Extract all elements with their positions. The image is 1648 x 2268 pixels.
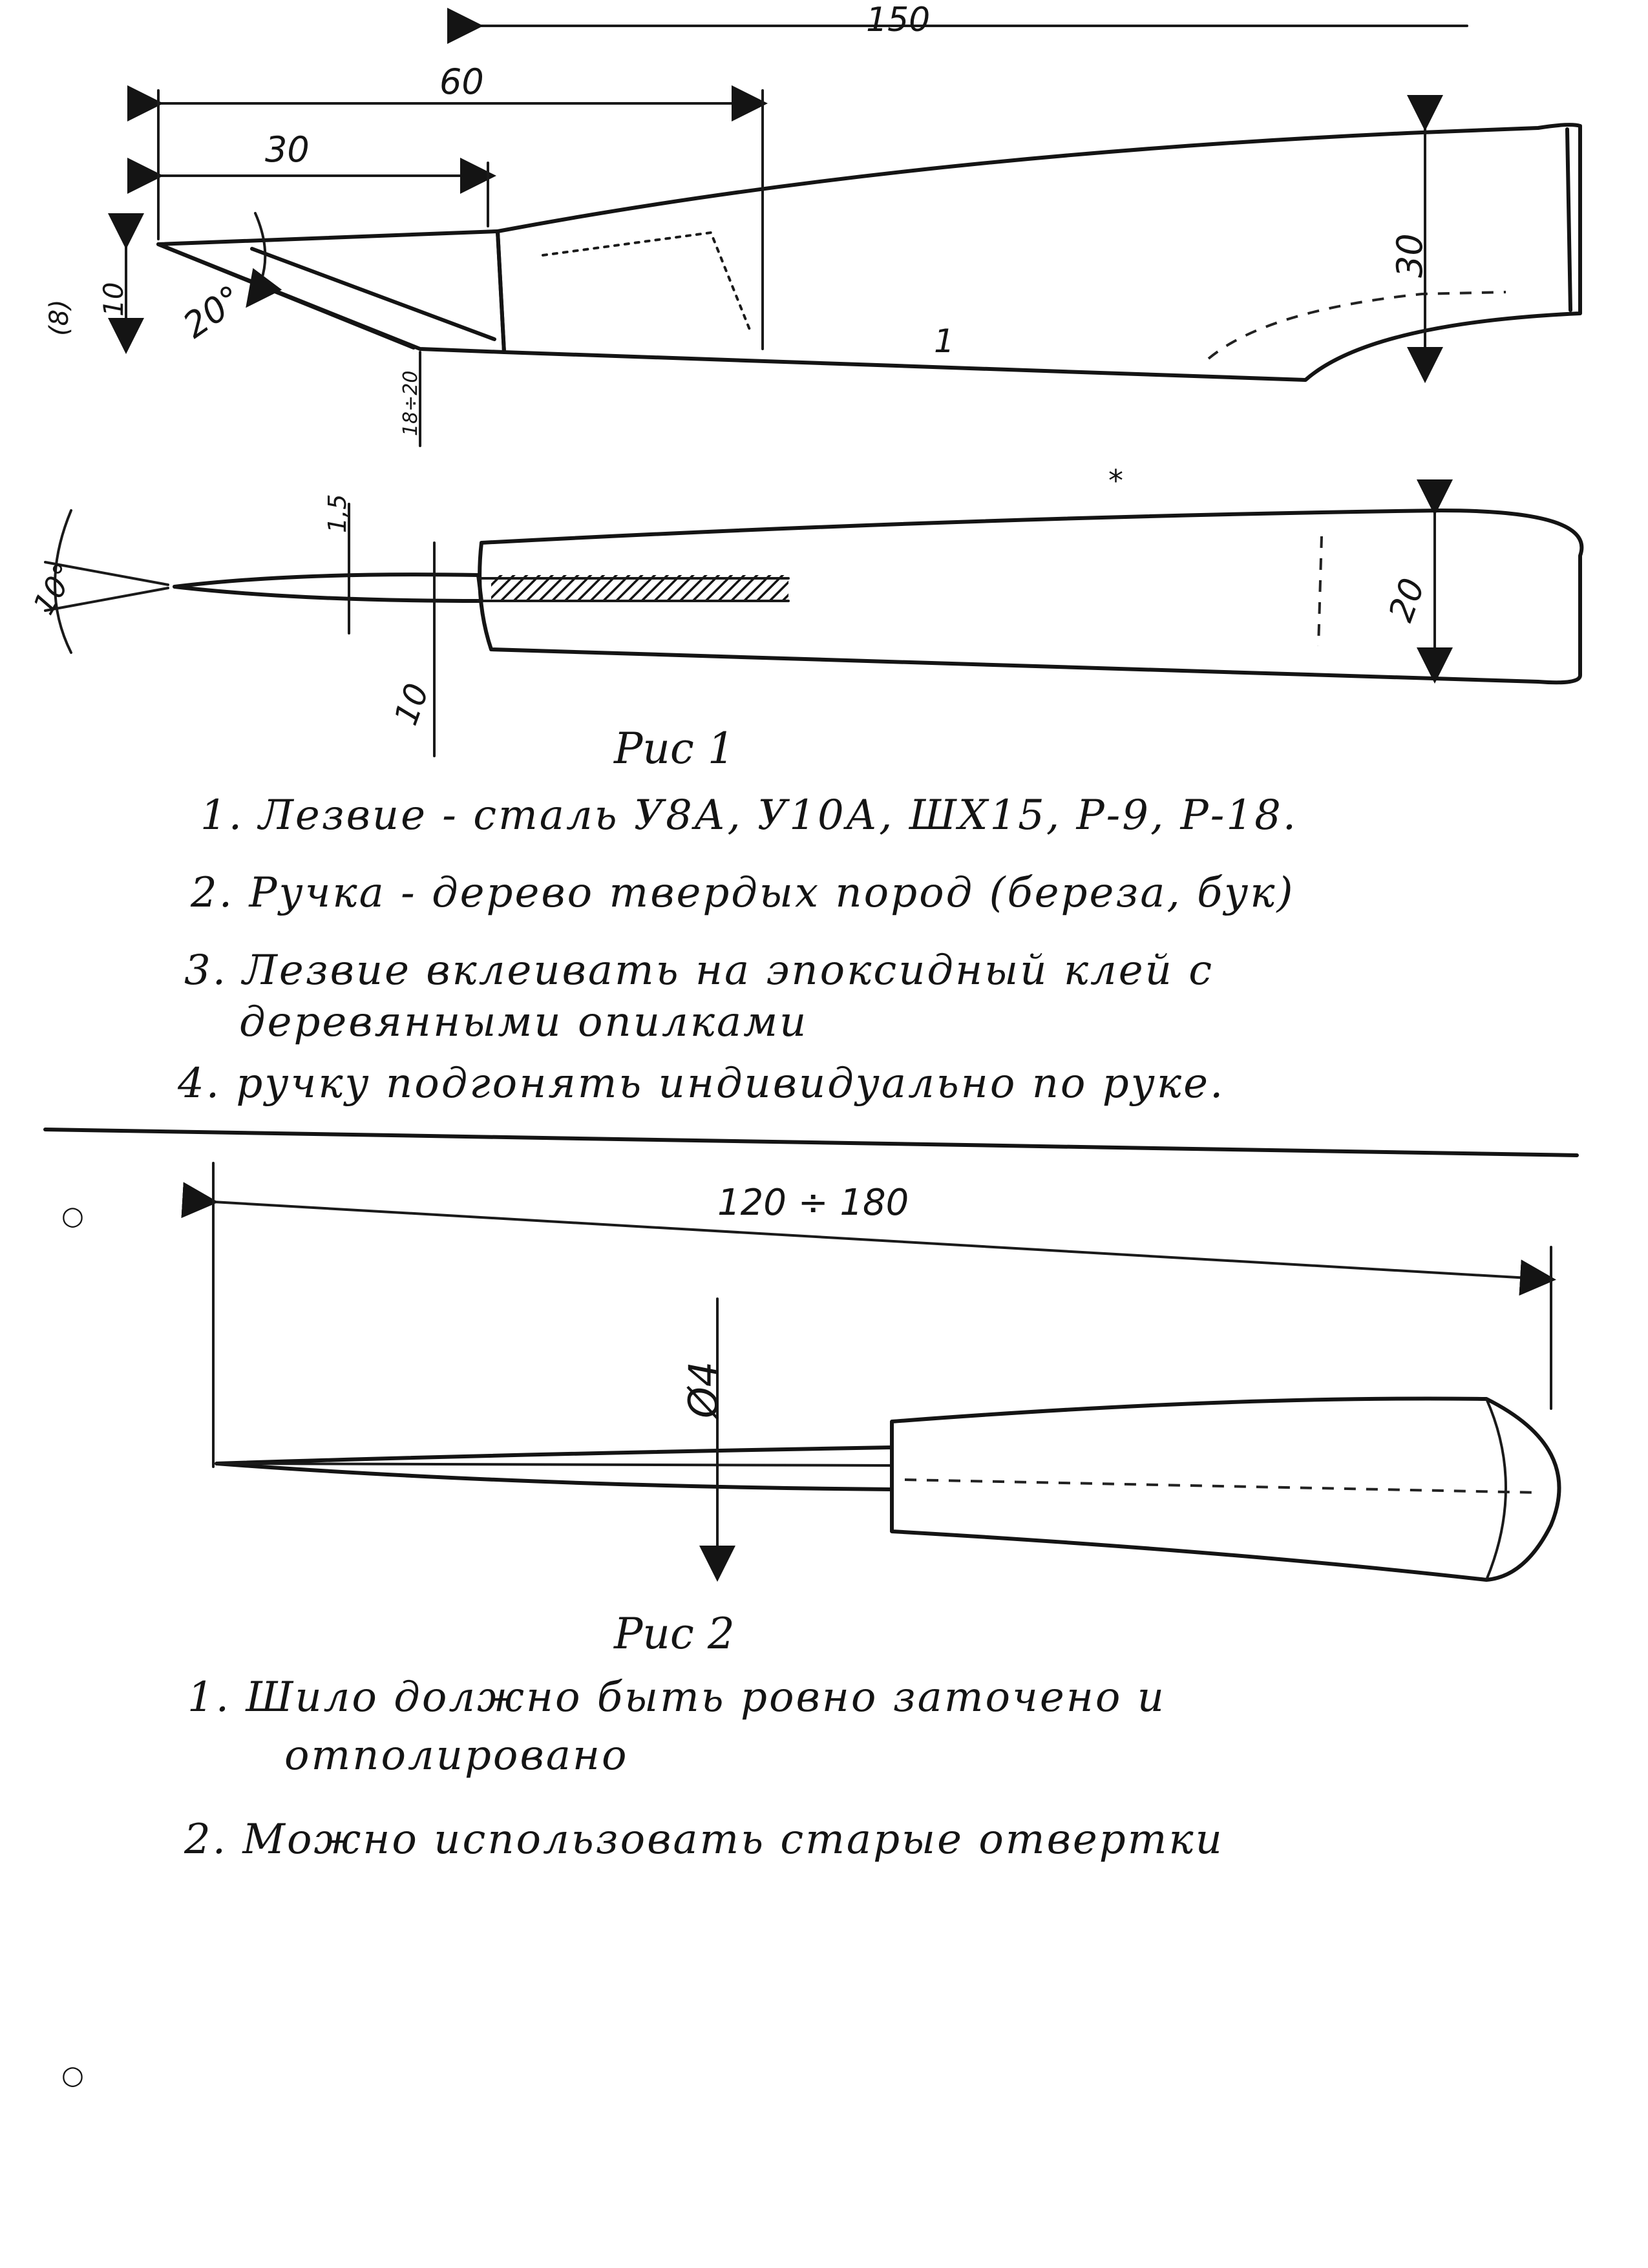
- dim-handle-thickness: 20: [1381, 573, 1433, 627]
- part-number-1: 1: [934, 322, 955, 360]
- awl-note-2: 2. Можно использовать старые отвертки: [184, 1816, 1224, 1864]
- awl-note-1: 1. Шило должно быть ровно заточено и: [187, 1674, 1166, 1721]
- awl-handle-dome: [1486, 1399, 1506, 1580]
- dim-root-height: 18÷20: [399, 370, 422, 436]
- figure1-caption: Рис 1: [614, 724, 735, 773]
- awl-drawing: [213, 1163, 1559, 1580]
- blade-bevel-line: [252, 249, 494, 339]
- figure2-caption: Рис 2: [614, 1609, 735, 1659]
- awl-handle-centerline: [905, 1480, 1538, 1493]
- asterisk-mark: *: [1108, 463, 1123, 498]
- note-4: 4. ручку подгонять индивидуально по руке.: [178, 1060, 1225, 1108]
- note-3-continued: деревянными опилками: [239, 998, 808, 1046]
- dim-awl-diameter: Ø4: [680, 1361, 727, 1418]
- dim-bevel-angle: 20°: [175, 277, 250, 346]
- knife-side-view: [158, 125, 1580, 380]
- awl-needle-outline: [217, 1447, 892, 1489]
- dim-bevel-length: 30: [265, 129, 310, 170]
- dim-edge-angle: 10°: [26, 557, 83, 621]
- knife-top-view: [26, 494, 1581, 756]
- section-separator: [45, 1129, 1577, 1155]
- dim-blade-length: 60: [439, 61, 484, 102]
- handle-end-line: [1567, 129, 1570, 310]
- note-2: 2. Ручка - дерево твердых пород (береза, бук): [191, 869, 1295, 917]
- note-1: 1. Лезвие - сталь У8А, У10А, ШХ15, Р-9, Р-18.: [200, 792, 1298, 839]
- note-3: 3. Лезвие вклеивать на эпоксидный клей с: [184, 947, 1214, 994]
- dim-handle-height: 30: [1389, 233, 1430, 278]
- dim-awl-length: 120 ÷ 180: [717, 1182, 909, 1224]
- dim-tang-width: 10: [386, 678, 436, 730]
- awl-axis: [217, 1464, 892, 1465]
- handle-shading: [543, 233, 750, 330]
- left-marker: (8): [45, 299, 74, 336]
- dim-overall-length: 150: [866, 1, 931, 39]
- awl-note-1-continued: отполировано: [284, 1732, 629, 1780]
- dim-tip-height: 10: [98, 282, 129, 317]
- handle-section-line: [1318, 536, 1322, 646]
- dim-blade-thickness: 1,5: [323, 494, 352, 533]
- angle-arc-20: [249, 213, 265, 304]
- awl-handle-outline: [892, 1398, 1559, 1580]
- punch-hole-mark: ○: [61, 2061, 84, 2090]
- punch-hole-mark: ○: [61, 1201, 84, 1231]
